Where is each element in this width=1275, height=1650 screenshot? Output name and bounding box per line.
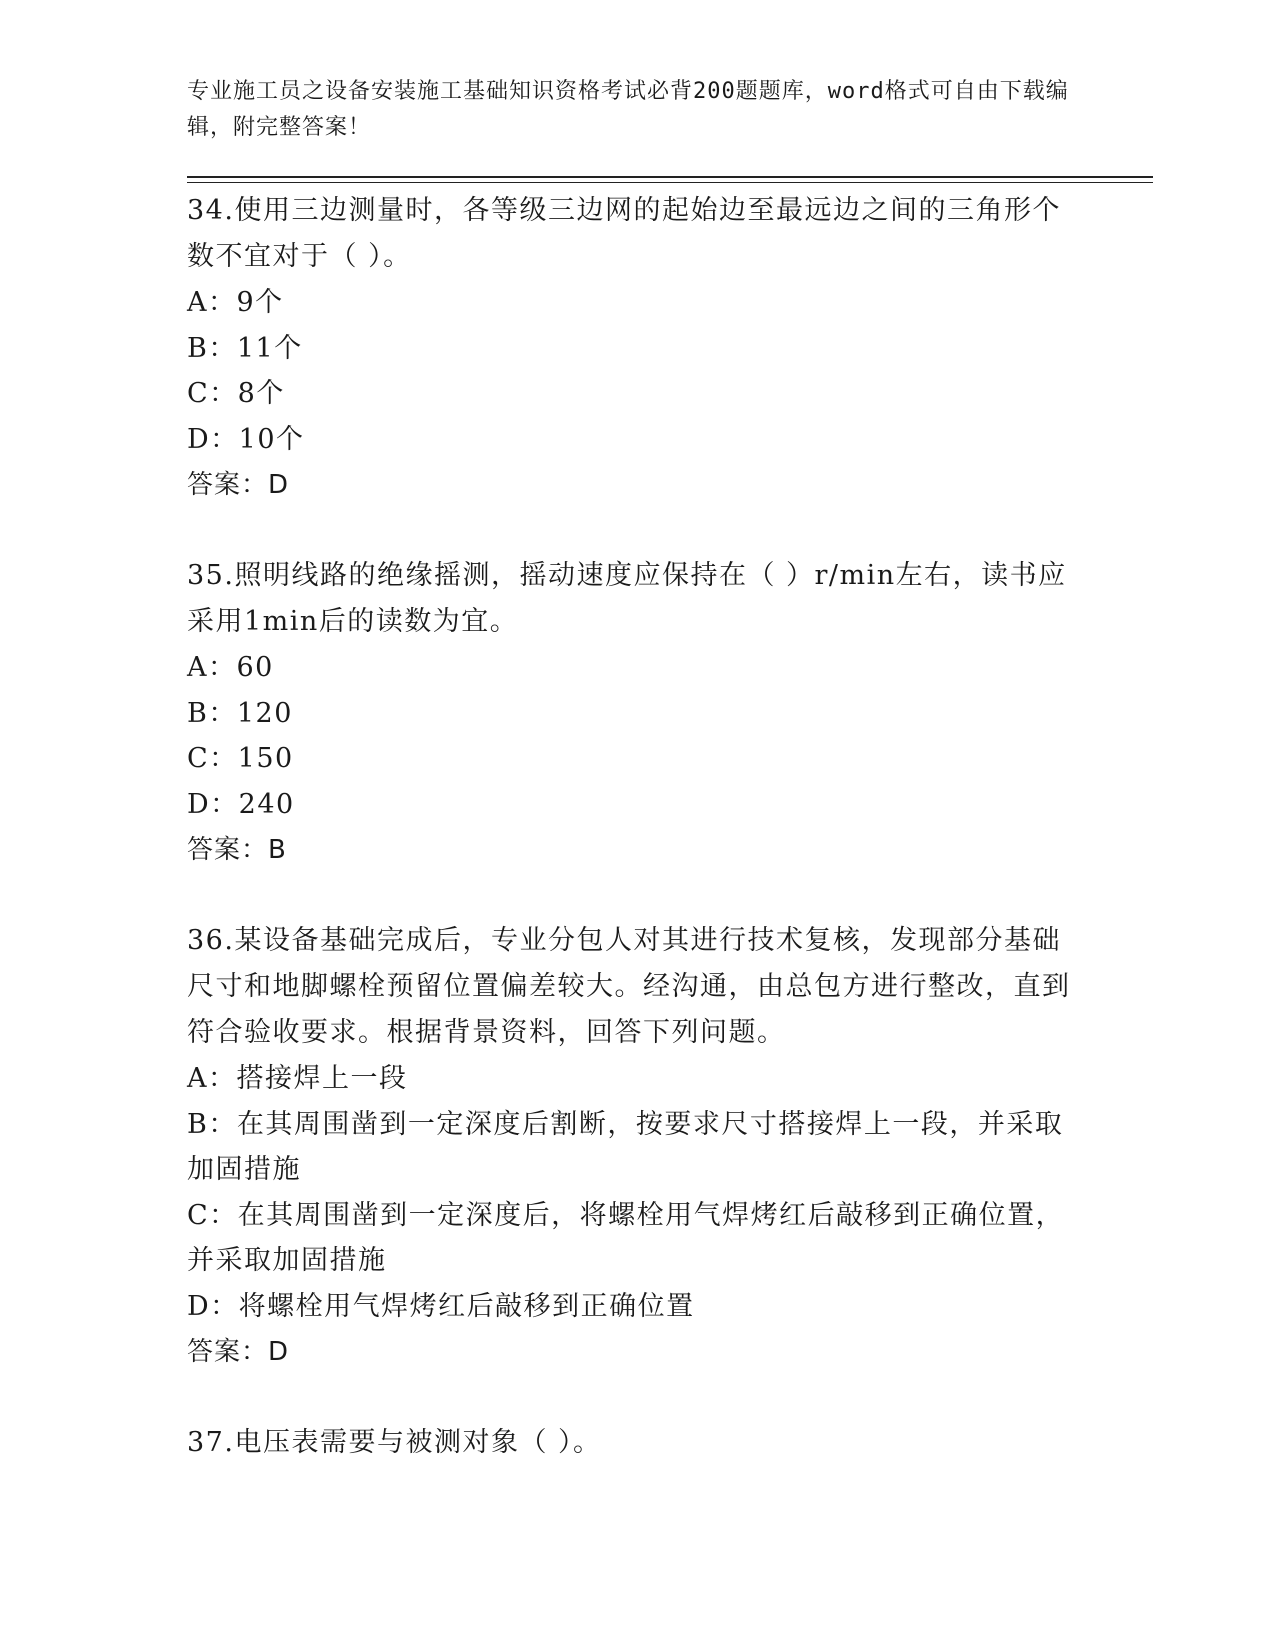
option-d: D：240	[187, 788, 295, 820]
question-37	[187, 1420, 1087, 1466]
question-stem: 35.照明线路的绝缘摇测，摇动速度应保持在（ ）r/min左右，读书应采用1min后的读数为宜。	[187, 560, 1067, 637]
header-rule	[187, 176, 1153, 178]
document-header: 专业施工员之设备安装施工基础知识资格考试必背200题题库，word格式可自由下载编辑，附完整答案！	[187, 79, 1069, 140]
question-stem: 37.电压表需要与被测对象（ ）。	[187, 1427, 602, 1458]
question-stem: 36.某设备基础完成后，专业分包人对其进行技术复核，发现部分基础尺寸和地脚螺栓预留位置偏差较大。经沟通，由总包方进行整改，直到符合验收要求。根据背景资料，回答下列问题。	[187, 925, 1071, 1048]
question-36	[187, 918, 1087, 1375]
option-a: A：9个	[187, 287, 284, 318]
header-rule-thin	[187, 182, 1153, 183]
option-b: B：11个	[187, 332, 303, 364]
question-stem: 34.使用三边测量时，各等级三边网的起始边至最远边之间的三角形个数不宜对于（ ）。	[187, 195, 1061, 272]
option-b: B：120	[187, 697, 293, 729]
option-d: D：将螺栓用气焊烤红后敲移到正确位置	[187, 1290, 695, 1322]
question-35	[187, 553, 1087, 873]
option-a: A：60	[187, 652, 274, 683]
option-d: D：10个	[187, 423, 305, 455]
option-c: C：在其周围凿到一定深度后，将螺栓用气焊烤红后敲移到正确位置，并采取加固措施	[187, 1199, 1065, 1276]
answer: 答案：D	[187, 1337, 290, 1367]
question-34	[187, 188, 1087, 508]
option-a: A：搭接焊上一段	[187, 1063, 408, 1094]
answer: 答案：B	[187, 835, 287, 865]
question-list	[187, 188, 1087, 1511]
option-c: C：150	[187, 743, 294, 774]
option-b: B：在其周围凿到一定深度后割断，按要求尺寸搭接焊上一段，并采取加固措施	[187, 1108, 1064, 1185]
answer: 答案：D	[187, 470, 290, 500]
option-c: C：8个	[187, 378, 285, 409]
